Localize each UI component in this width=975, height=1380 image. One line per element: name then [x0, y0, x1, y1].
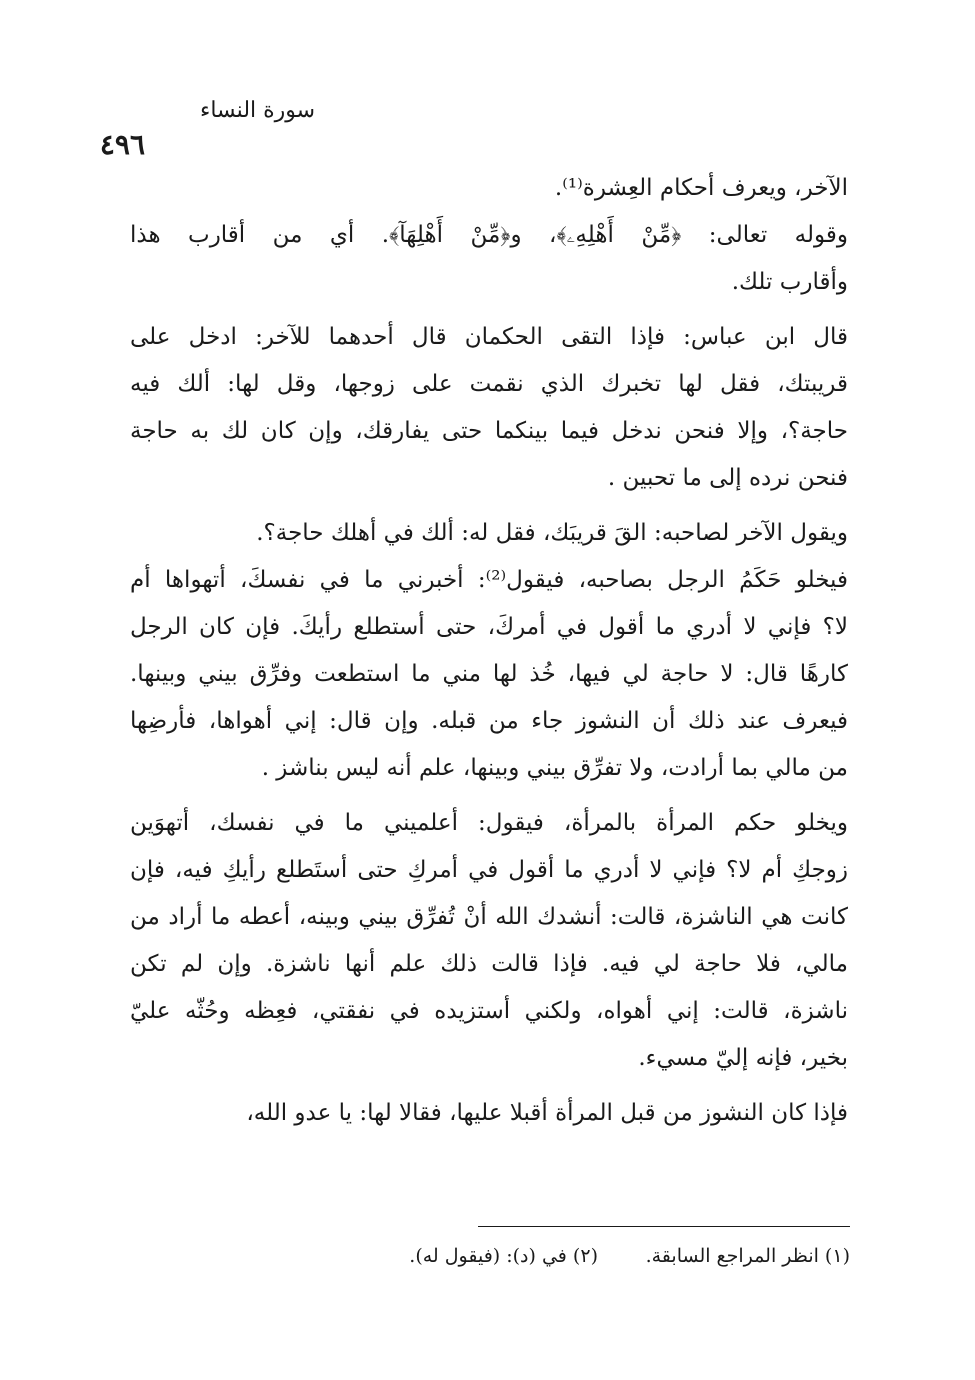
footnote-2: (٢) في (د): (فيقول له). — [409, 1245, 598, 1267]
text-line: مالي، فلا حاجة لي فيه. فإذا قالت ذلك علم أنها ناشزة. وإن لم تكن — [130, 951, 848, 977]
text-line: وقوله تعالى: ﴿مِّنْ أَهْلِهِۦ﴾، و﴿مِّنْ أَهْلِهَآ﴾. أي من أقارب هذا — [130, 222, 848, 248]
text-line: ويقول الآخر لصاحبه: القَ قريبَك، فقل له: ألك في أهلك حاجة؟. — [256, 520, 848, 546]
text-line: بخير، فإنه إليّ مسيء. — [638, 1045, 848, 1071]
text-line: كارهًا قال: لا حاجة لي فيها، خُذ لها مني ما استطعت وفرِّق بيني وبينها. — [130, 661, 848, 687]
text-line: فيخلو حَكَمُ الرجل بصاحبه، فيقول⁽²⁾: أخبرني ما في نفسكَ، أتهواها أم — [130, 567, 848, 593]
text-line: حاجة؟، وإلا فنحن ندخل فيما بينكما حتى يفارقك، وإن كان لك به حاجة — [130, 418, 848, 444]
footnote-divider — [478, 1226, 850, 1227]
body-text — [130, 165, 848, 1137]
text-line: من مالي بما أرادت، ولا تفرِّق بيني وبينها، علم أنه ليس بناشز . — [261, 755, 848, 781]
text-line: فإذا كان النشوز من قبل المرأة أقبلا عليها، فقالا لها: يا عدو الله، — [246, 1100, 848, 1126]
footnote-1: (١) انظر المراجع السابقة. — [645, 1245, 850, 1267]
text-line: ويخلو حكم المرأة بالمرأة، فيقول: أعلميني ما في نفسك، أتهوَين — [130, 810, 848, 836]
running-header-title: سورة النساء — [200, 98, 316, 123]
text-line: زوجكِ أم لا؟ فإني لا أدري ما أقول في أمركِ حتى أستَطلع رأيكِ فيه، فإن — [130, 857, 848, 883]
text-line: وأقارب تلك. — [731, 269, 848, 295]
text-line: ناشزة، قالت: إني أهواه، ولكني أستزيده في نفقتي، فعِظه وحُثّه عليّ — [130, 998, 848, 1024]
text-line: قال ابن عباس: فإذا التقى الحكمان قال أحدهما للآخر: ادخل على — [130, 324, 848, 350]
text-line: فيعرف عند ذلك أن النشوز جاء من قبله. وإن قال: إني أهواها، فأرضِها — [130, 708, 848, 734]
text-line: لا؟ فإني لا أدري ما أقول في أمركَ، حتى أستطلع رأيكَ. فإن كان الرجل — [130, 614, 848, 640]
footnotes — [230, 1245, 850, 1267]
text-line: قريبتك، فقل لها تخبرك الذي نقمت على زوجها، وقل لها: ألك فيه — [130, 371, 848, 397]
text-line: كانت هي الناشزة، قالت: أنشدك الله أنْ تُفرِّق بيني وبينه، أعطه ما أراد من — [130, 904, 848, 930]
text-line: الآخر، ويعرف أحكام العِشرة⁽¹⁾. — [554, 175, 848, 201]
text-line: فنحن نرده إلى ما تحبين . — [607, 465, 848, 491]
page-number: ٤٩٦ — [99, 128, 145, 161]
